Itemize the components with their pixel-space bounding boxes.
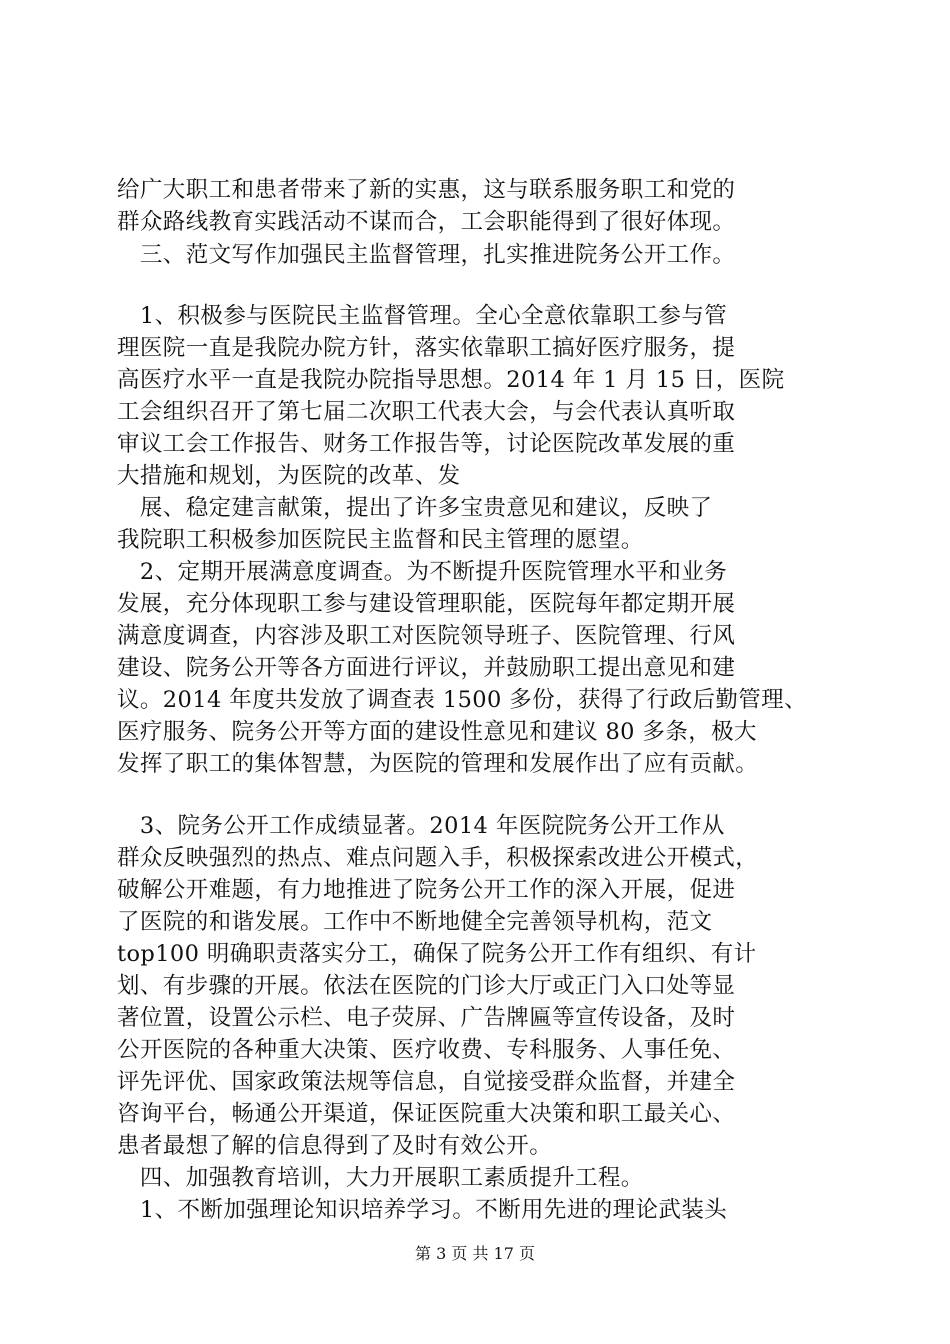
text-line: 1、不断加强理论知识培养学习。不断用先进的理论武装头: [117, 1197, 728, 1223]
text-line: 医疗服务、院务公开等方面的建设性意见和建议 80 多条，极大: [117, 719, 757, 745]
text-line: 群众路线教育实践活动不谋而合，工会职能得到了很好体现。: [117, 209, 736, 235]
text-line: 划、有步骤的开展。依法在医院的门诊大厅或正门入口处等显: [117, 973, 736, 999]
text-line: 2、定期开展满意度调查。为不断提升医院管理水平和业务: [117, 559, 728, 585]
text-line: 了医院的和谐发展。工作中不断地健全完善领导机构，范文: [117, 909, 713, 935]
text-line: 破解公开难题，有力地推进了院务公开工作的深入开展，促进: [117, 877, 736, 903]
text-line: 大措施和规划，为医院的改革、发: [117, 463, 461, 489]
section-heading: 四、加强教育培训，大力开展职工素质提升工程。: [117, 1165, 644, 1191]
text-line: 给广大职工和患者带来了新的实惠，这与联系服务职工和党的: [117, 177, 736, 203]
text-line: 发挥了职工的集体智慧，为医院的管理和发展作出了应有贡献。: [117, 751, 759, 777]
page-number-footer: 第 3 页 共 17 页: [415, 1244, 535, 1263]
text-line: 议。2014 年度共发放了调查表 1500 多份，获得了行政后勤管理、: [117, 687, 807, 713]
text-line: 建设、院务公开等各方面进行评议，并鼓励职工提出意见和建: [117, 655, 736, 681]
text-line: 咨询平台，畅通公开渠道，保证医院重大决策和职工最关心、: [117, 1101, 736, 1127]
text-line: 审议工会工作报告、财务工作报告等，讨论医院改革发展的重: [117, 431, 736, 457]
text-line: 满意度调查，内容涉及职工对医院领导班子、医院管理、行风: [117, 623, 736, 649]
text-line: 患者最想了解的信息得到了及时有效公开。: [117, 1133, 553, 1159]
text-line: 工会组织召开了第七届二次职工代表大会，与会代表认真听取: [117, 399, 736, 425]
text-line: 著位置，设置公示栏、电子荧屏、广告牌匾等宣传设备，及时: [117, 1005, 736, 1031]
text-line: 高医疗水平一直是我院办院指导思想。2014 年 1 月 15 日，医院: [117, 367, 785, 393]
text-line: 理医院一直是我院办院方针，落实依靠职工搞好医疗服务，提: [117, 335, 736, 361]
text-line: 群众反映强烈的热点、难点问题入手，积极探索改进公开模式，: [117, 845, 759, 871]
text-line: top100 明确职责落实分工，确保了院务公开工作有组织、有计: [117, 941, 757, 967]
section-heading: 三、范文写作加强民主监督管理，扎实推进院务公开工作。: [117, 242, 736, 268]
text-line: 我院职工积极参加医院民主监督和民主管理的愿望。: [117, 527, 644, 553]
text-line: 1、积极参与医院民主监督管理。全心全意依靠职工参与管: [117, 303, 728, 329]
text-line: 公开医院的各种重大决策、医疗收费、专科服务、人事任免、: [117, 1037, 736, 1063]
text-line: 展、稳定建言献策，提出了许多宝贵意见和建议，反映了: [117, 495, 713, 521]
text-line: 3、院务公开工作成绩显著。2014 年医院院务公开工作从: [117, 813, 725, 839]
text-line: 评先评优、国家政策法规等信息，自觉接受群众监督，并建全: [117, 1069, 736, 1095]
text-line: 发展，充分体现职工参与建设管理职能，医院每年都定期开展: [117, 591, 736, 617]
